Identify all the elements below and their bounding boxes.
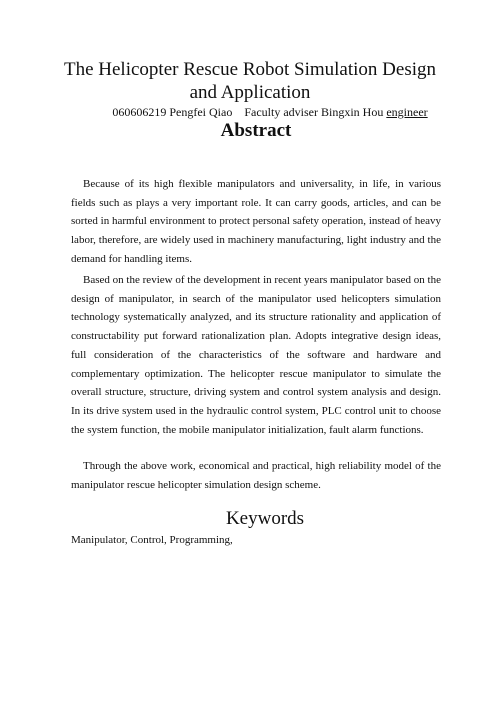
title-line-2: and Application <box>189 82 311 103</box>
adviser-title: engineer <box>386 105 428 119</box>
document-title <box>50 58 450 104</box>
abstract-paragraph-1: Because of its high flexible manipulators and universality, in life, in various fields such as plays a very important role. It can carry goods, articles, and can be sorted in harmful environment to protect personal safety operation, instead of heavy labor, therefore, are widely used in machinery manufacturing, light industry and the demand for handling items. <box>71 178 441 265</box>
author-name: 060606219 Pengfei Qiao <box>112 105 233 119</box>
title-line-1: The Helicopter Rescue Robot Simulation Design <box>63 59 436 80</box>
abstract-heading: Abstract <box>220 120 292 141</box>
keywords-heading: Keywords <box>225 508 305 529</box>
adviser-name: Faculty adviser Bingxin Hou <box>244 105 384 119</box>
author-line <box>0 104 500 120</box>
abstract-paragraph-2: Based on the review of the development in recent years manipulator based on the design of manipulator, in search of the manipulator used helicopters simulation technology systematically analyzed, and its structure rationality and application of constructability put forward rationalization plan. Adopts integrative design ideas, full consideration of the characteristics of the software and hardware and complementary optimization. The helicopter rescue manipulator to simulate the overall structure, structure, driving system and control system analysis and design. In its drive system used in the hydraulic control system, PLC control unit to choose the system function, the mobile manipulator initialization, fault alarm functions. <box>71 274 441 436</box>
keywords-list: Manipulator, Control, Programming, <box>71 534 233 546</box>
abstract-paragraph-3: Through the above work, economical and practical, high reliability model of the manipulator rescue helicopter simulation design scheme. <box>71 460 441 491</box>
